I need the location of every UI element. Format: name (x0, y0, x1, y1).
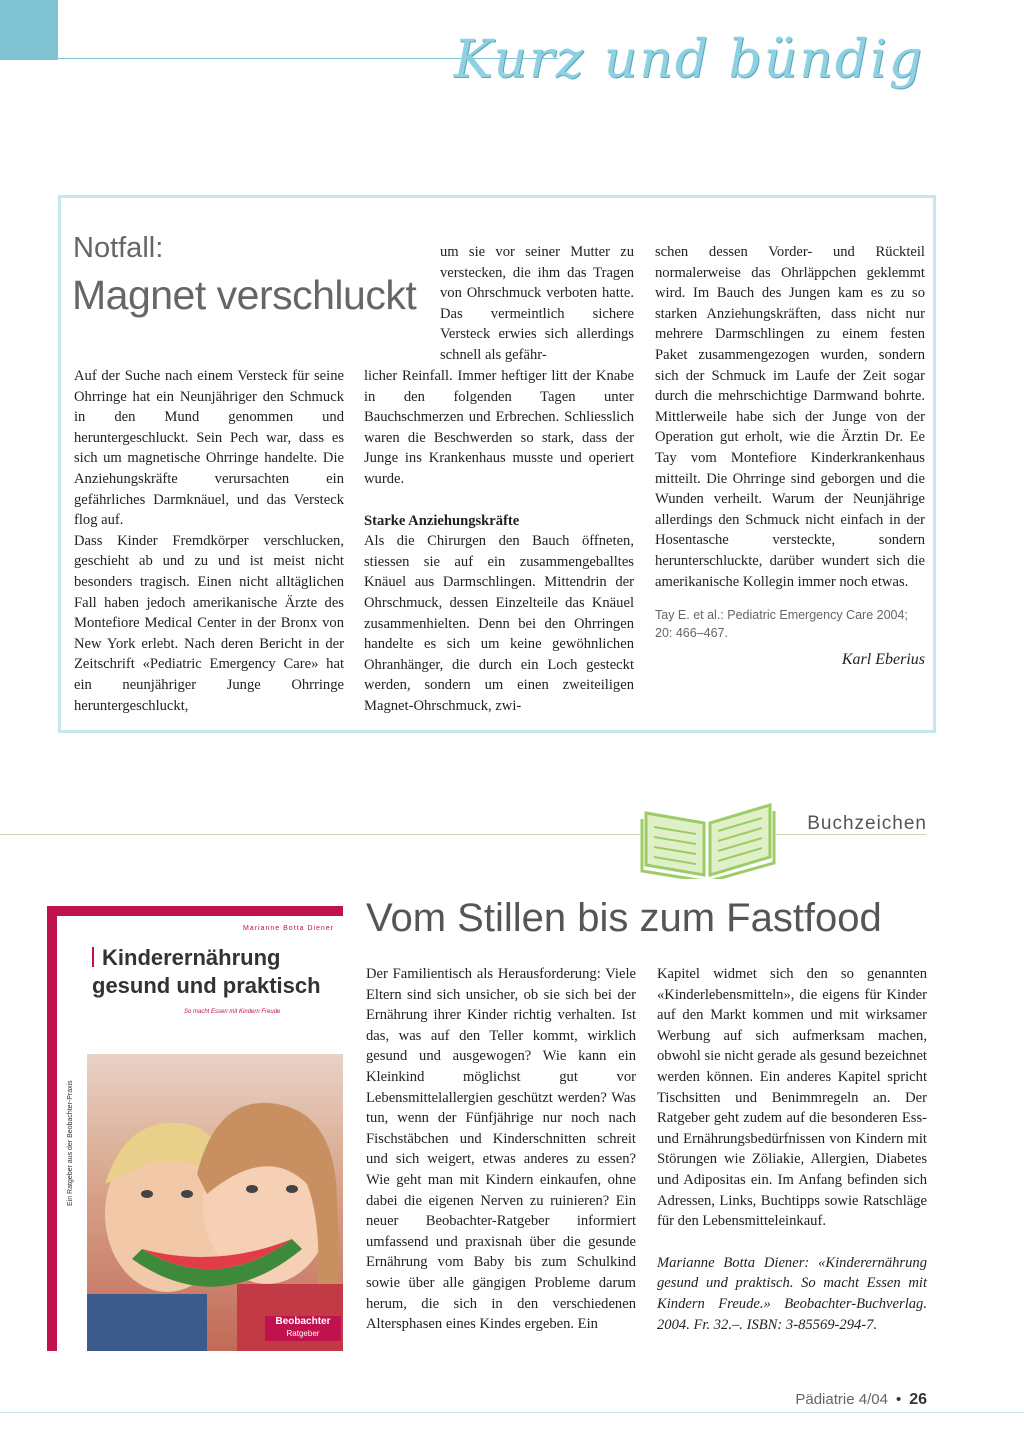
footer-rule (0, 1412, 1024, 1413)
article-kicker: Notfall: (73, 232, 164, 264)
publisher-badge (265, 1316, 341, 1341)
book-reference: Marianne Botta Diener: «Kinderernährung gesund und praktisch. So macht Essen mit Kindern Freude.» Beobachter-Buchverlag. 2004. Fr. 32.–. ISBN: 3-85569-294-7. (657, 1254, 927, 1333)
article-column-3 (655, 242, 925, 671)
book-review-title: Vom Stillen bis zum Fastfood (366, 896, 882, 940)
section-rule-left (0, 834, 640, 835)
cover-title-line-2: gesund und praktisch (92, 973, 321, 998)
article-paragraph: Dass Kinder Fremdkörper verschlucken, geschieht ab und zu und ist meist nicht besonders tragisch. Einen nicht alltäglichen Fall haben jedoch amerikanische Ärzte des Montefiore Medical Center in der Bronx von New York erlebt. Nach deren Bericht in der Zeitschrift «Pediatric Emergency Care» hat ein neunjähriger Junge Ohrringe heruntergeschluckt, (74, 532, 344, 714)
cover-title-line-1: Kinderernährung (102, 945, 281, 970)
article-title: Magnet verschluckt (72, 272, 417, 318)
article-column-1 (74, 366, 344, 716)
article-paragraph: schen dessen Vorder- und Rückteil normalerweise das Ohrläppchen geklemmt wird. Im Bauch des Jungen kam es zu so starken Anziehungskräften, dass nicht nur mehrere Darmschlingen zu einem festen Paket zusammengezogen wurden, sondern sich der Schmuck im Laufe der Zeit sogar durch die mehrschichtige Darmwand bohrte. Mittlerweile habe sich der Junge von der Operation gut erholt, wie die Ärztin Dr. Ee Tay vom Montefiore Kinderkrankenhaus mitteilt. Die Ohrringe sind geborgen und die Wunden verheilt. Warum der Neunjährige allerdings den Schmuck nicht einfach in der Hosentasche versteckte, sondern herunterschluckte, darüber wundert sich die amerikanische Kollegin immer noch etwas. (655, 244, 925, 590)
bookmark-label: Buchzeichen (807, 813, 927, 834)
article-column-2 (364, 366, 634, 717)
review-column-1 (366, 964, 636, 1335)
footer-separator: • (895, 1391, 902, 1408)
article-paragraph: um sie vor seiner Mutter zu verstecken, die ihm das Tragen von Ohrschmuck verboten hatte. Das vermeintlich sichere Versteck erwies sich allerdings schnell als gefähr- (440, 244, 634, 363)
page-number: 26 (909, 1391, 927, 1408)
page-footer (795, 1391, 927, 1409)
book-cover-image (47, 906, 343, 1351)
cover-subtitle: So macht Essen mit Kindern Freude (184, 1009, 281, 1015)
cover-title-bar (92, 947, 94, 967)
article-paragraph: Als die Chirurgen den Bauch öffneten, stiessen sie auf ein zusammengeballtes Knäuel aus Darmschlingen. Mittendrin der Ohrschmuck, dessen Einzelteile das Knäuel zusammenhielten. Denn bei den Ohrringen handelte es sich um keine gewöhnlichen Ohranhänger, die durch ein Loch gesteckt werden, sondern um einen zweiteiligen Magnet-Ohrschmuck, zwi- (364, 533, 634, 714)
journal-issue: Pädiatrie 4/04 (795, 1391, 888, 1408)
article-subhead: Starke Anziehungskräfte (364, 512, 520, 529)
article-paragraph: Auf der Suche nach einem Versteck für seine Ohrringe hat ein Neunjähriger den Schmuck in den Mund genommen und heruntergeschluckt. Sein Pech war, dass es sich um magnetische Ohrringe handelte. Die Anziehungskräfte verursachten ein gefährliches Darmknäuel, und das Versteck flog auf. (74, 368, 344, 529)
publisher-series: Ratgeber (286, 1329, 320, 1338)
corner-accent (0, 0, 58, 60)
article-paragraph: licher Reinfall. Immer heftiger litt der Knabe in den folgenden Tagen unter Bauchschmerzen und Erbrechen. Schliesslich waren die Beschwerden so stark, dass der Junge ins Krankenhaus musste und operiert wurde. (364, 368, 634, 487)
cover-title (92, 944, 321, 1000)
cover-photo (87, 1054, 343, 1351)
review-column-2 (657, 964, 927, 1335)
publisher-name: Beobachter (275, 1316, 331, 1327)
article-column-2-top (440, 242, 634, 366)
article-author: Karl Eberius (841, 651, 925, 669)
cover-author: Marianne Botta Diener (243, 925, 335, 932)
review-paragraph: Der Familientisch als Herausforderung: Viele Eltern sind sich unsicher, ob sie sich bei der Ernährung ihrer Kinder richtig verhalten. Ist das, was auf den Teller kommt, wirklich gesund und ausgewogen? Wie kann ein Kleinkind möglichst gut vor Lebensmittelallergien geschützt werden? Was tun, wenn der Fünfjährige nur noch nach Fischstäbchen und Kinderschnitten schreit und sich weigert, etwas anderes zu essen? Wie geht man mit Kindern einkaufen, ohne dabei die eigenen Nerven zu ruinieren? Ein neuer Beobachter-Ratgeber informiert umfassend und praxisnah über die gesunde Ernährung vom Baby bis zum Schulkind sowie über alle gängigen Probleme darum herum, die sich in den verschiedenen Altersphasen eines Kindes ergeben. Ein (366, 966, 636, 1333)
cover-spine-text: Ein Ratgeber aus der Beobachter-Praxis (67, 1080, 74, 1206)
open-book-icon (638, 795, 778, 884)
review-paragraph: Kapitel widmet sich den so genannten «Kinderlebensmitteln», die eigens für Kinder auf den Markt kommen und mit wirksamer Werbung auf sich aufmerksam machen, obwohl sie nicht gerade als gesund bezeichnet werden können. Ein anderes Kapitel spricht Tischsitten und Benimmregeln an. Der Ratgeber geht zudem auf die besonderen Ess- und Ernährungsbedürfnissen von Kindern mit Störungen wie Zöliakie, Allergien, Diabetes und Adipositas ein. Im Anfang befinden sich Adressen, Links, Buchtipps sowie Ratschläge für den Lebensmitteleinkauf. (657, 966, 927, 1230)
section-title: Kurz und bündig (453, 30, 924, 90)
article-citation: Tay E. et al.: Pediatric Emergency Care 2004; 20: 466–467. (655, 608, 908, 641)
